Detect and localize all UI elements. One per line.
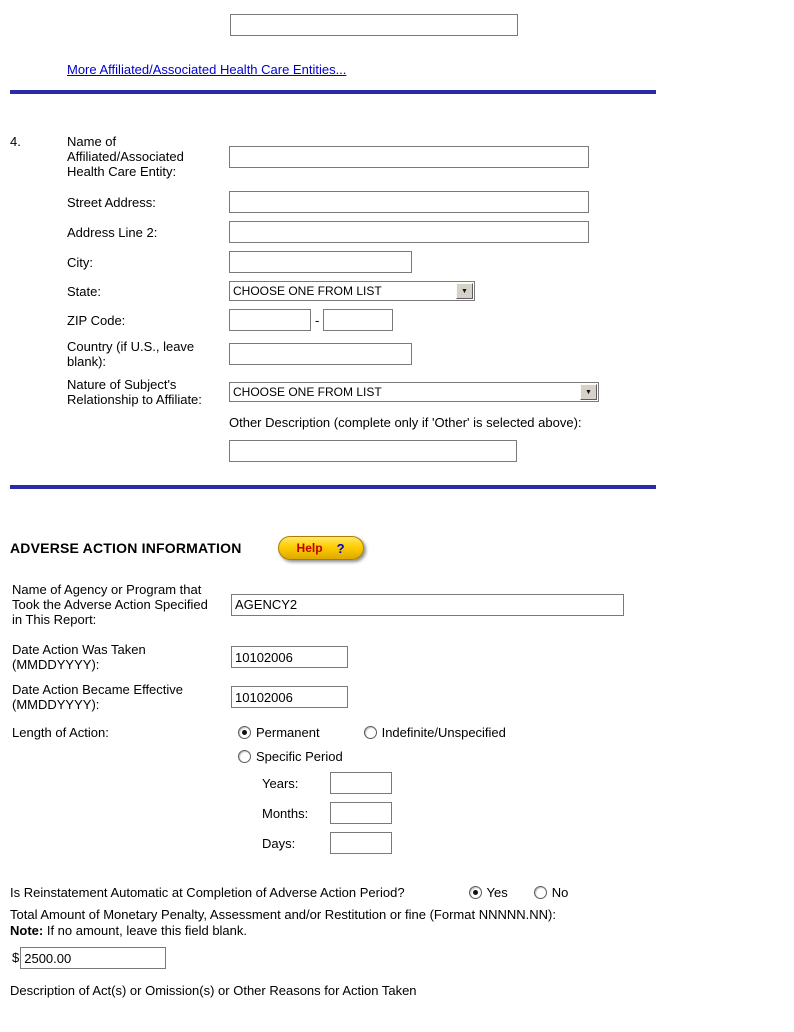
reinstatement-question: Is Reinstatement Automatic at Completion of Adverse Action Period? xyxy=(10,885,405,900)
date-taken-row xyxy=(12,642,794,672)
street-address-label: Street Address: xyxy=(67,194,156,210)
adverse-action-section xyxy=(0,536,794,998)
length-specific-radio[interactable] xyxy=(238,750,251,763)
other-description-input[interactable] xyxy=(229,440,517,462)
adverse-action-header xyxy=(10,536,794,560)
reinstatement-no-radio[interactable] xyxy=(534,886,547,899)
length-specific-label: Specific Period xyxy=(256,749,343,764)
penalty-note xyxy=(10,923,794,938)
months-input[interactable] xyxy=(330,802,392,824)
previous-entity-row xyxy=(230,0,794,36)
affiliated-entity-section xyxy=(10,134,794,470)
months-row xyxy=(262,802,506,824)
reinstatement-row xyxy=(10,885,794,900)
agency-name-input[interactable] xyxy=(231,594,624,616)
length-of-action-label: Length of Action: xyxy=(12,725,109,740)
state-label: State: xyxy=(67,283,101,299)
dollar-sign: $ xyxy=(12,950,20,965)
zip-input[interactable] xyxy=(229,309,311,331)
section-divider-top xyxy=(10,90,656,94)
city-label: City: xyxy=(67,254,93,270)
dropdown-arrow-icon: ▼ xyxy=(580,384,597,400)
reinstatement-yes-option[interactable] xyxy=(469,885,508,900)
years-label: Years: xyxy=(262,775,299,791)
address-line2-input[interactable] xyxy=(229,221,589,243)
months-label: Months: xyxy=(262,805,309,821)
years-input[interactable] xyxy=(330,772,392,794)
reinstatement-no-label: No xyxy=(551,885,569,900)
length-indefinite-option[interactable] xyxy=(364,725,506,740)
relationship-row xyxy=(67,377,794,407)
date-effective-label: Date Action Became Effective (MMDDYYYY): xyxy=(12,682,184,712)
address-line2-label: Address Line 2: xyxy=(67,224,158,240)
years-row xyxy=(262,772,506,794)
state-row xyxy=(67,281,794,301)
entity-name-input[interactable] xyxy=(229,146,589,168)
help-button[interactable] xyxy=(278,536,364,560)
city-input[interactable] xyxy=(229,251,412,273)
note-label: Note: xyxy=(10,923,44,938)
other-description-label: Other Description (complete only if 'Other' is selected above): xyxy=(229,415,582,430)
address-line2-row xyxy=(67,221,794,243)
more-entities-row xyxy=(67,62,794,77)
length-of-action-options xyxy=(231,725,506,854)
country-input[interactable] xyxy=(229,343,412,365)
adverse-action-heading: ADVERSE ACTION INFORMATION xyxy=(10,539,242,556)
street-address-input[interactable] xyxy=(229,191,589,213)
date-effective-input[interactable] xyxy=(231,686,348,708)
date-taken-input[interactable] xyxy=(231,646,348,668)
other-description-row xyxy=(67,415,794,462)
relationship-select-control[interactable] xyxy=(229,382,599,402)
length-permanent-option[interactable] xyxy=(238,725,320,740)
days-input[interactable] xyxy=(330,832,392,854)
length-specific-option[interactable] xyxy=(238,749,343,764)
reinstatement-no-option[interactable] xyxy=(534,885,569,900)
length-permanent-radio[interactable] xyxy=(238,726,251,739)
dropdown-arrow-icon: ▼ xyxy=(456,283,473,299)
days-label: Days: xyxy=(262,835,296,851)
length-indefinite-label: Indefinite/Unspecified xyxy=(381,725,506,740)
zip-code-label: ZIP Code: xyxy=(67,312,126,328)
zip-row xyxy=(67,309,794,331)
description-label: Description of Act(s) or Omission(s) or Other Reasons for Action Taken xyxy=(10,983,417,998)
penalty-amount-input[interactable] xyxy=(20,947,166,969)
entity-name-label: Name of Affiliated/Associated Health Care Entity: xyxy=(67,134,184,179)
additional-entity-input[interactable] xyxy=(230,14,518,36)
penalty-amount-label: Total Amount of Monetary Penalty, Assessment and/or Restitution or fine (Format NNNNN.NN): xyxy=(10,907,556,922)
item-number: 4. xyxy=(10,134,21,149)
length-permanent-label: Permanent xyxy=(256,725,320,740)
length-option-line-2 xyxy=(238,749,506,764)
reinstatement-yes-radio[interactable] xyxy=(469,886,482,899)
length-of-action-row xyxy=(12,725,794,854)
reinstatement-yes-label: Yes xyxy=(486,885,508,900)
section-divider-bottom xyxy=(10,485,656,489)
zip-ext-input[interactable] xyxy=(323,309,393,331)
length-option-line-1 xyxy=(238,725,506,740)
agency-row xyxy=(12,582,794,627)
entity-name-row xyxy=(67,134,794,179)
zip-separator: - xyxy=(315,312,320,328)
days-row xyxy=(262,832,506,854)
length-indefinite-radio[interactable] xyxy=(364,726,377,739)
street-address-row xyxy=(67,191,794,213)
note-text: If no amount, leave this field blank. xyxy=(43,923,248,938)
date-effective-row xyxy=(12,682,794,712)
relationship-select[interactable] xyxy=(229,382,599,402)
penalty-amount-row xyxy=(12,947,794,969)
city-row xyxy=(67,251,794,273)
state-select-control[interactable] xyxy=(229,281,475,301)
relationship-label: Nature of Subject's Relationship to Affiliate: xyxy=(67,377,202,407)
country-row xyxy=(67,339,794,369)
more-entities-link[interactable]: More Affiliated/Associated Health Care Entities... xyxy=(67,62,347,77)
help-button-label: Help xyxy=(296,540,323,555)
state-select[interactable] xyxy=(229,281,475,301)
help-question-mark-icon: ? xyxy=(336,540,345,556)
agency-name-label: Name of Agency or Program that Took the Adverse Action Specified in This Report: xyxy=(12,582,208,627)
date-taken-label: Date Action Was Taken (MMDDYYYY): xyxy=(12,642,146,672)
country-label: Country (if U.S., leave blank): xyxy=(67,339,195,369)
